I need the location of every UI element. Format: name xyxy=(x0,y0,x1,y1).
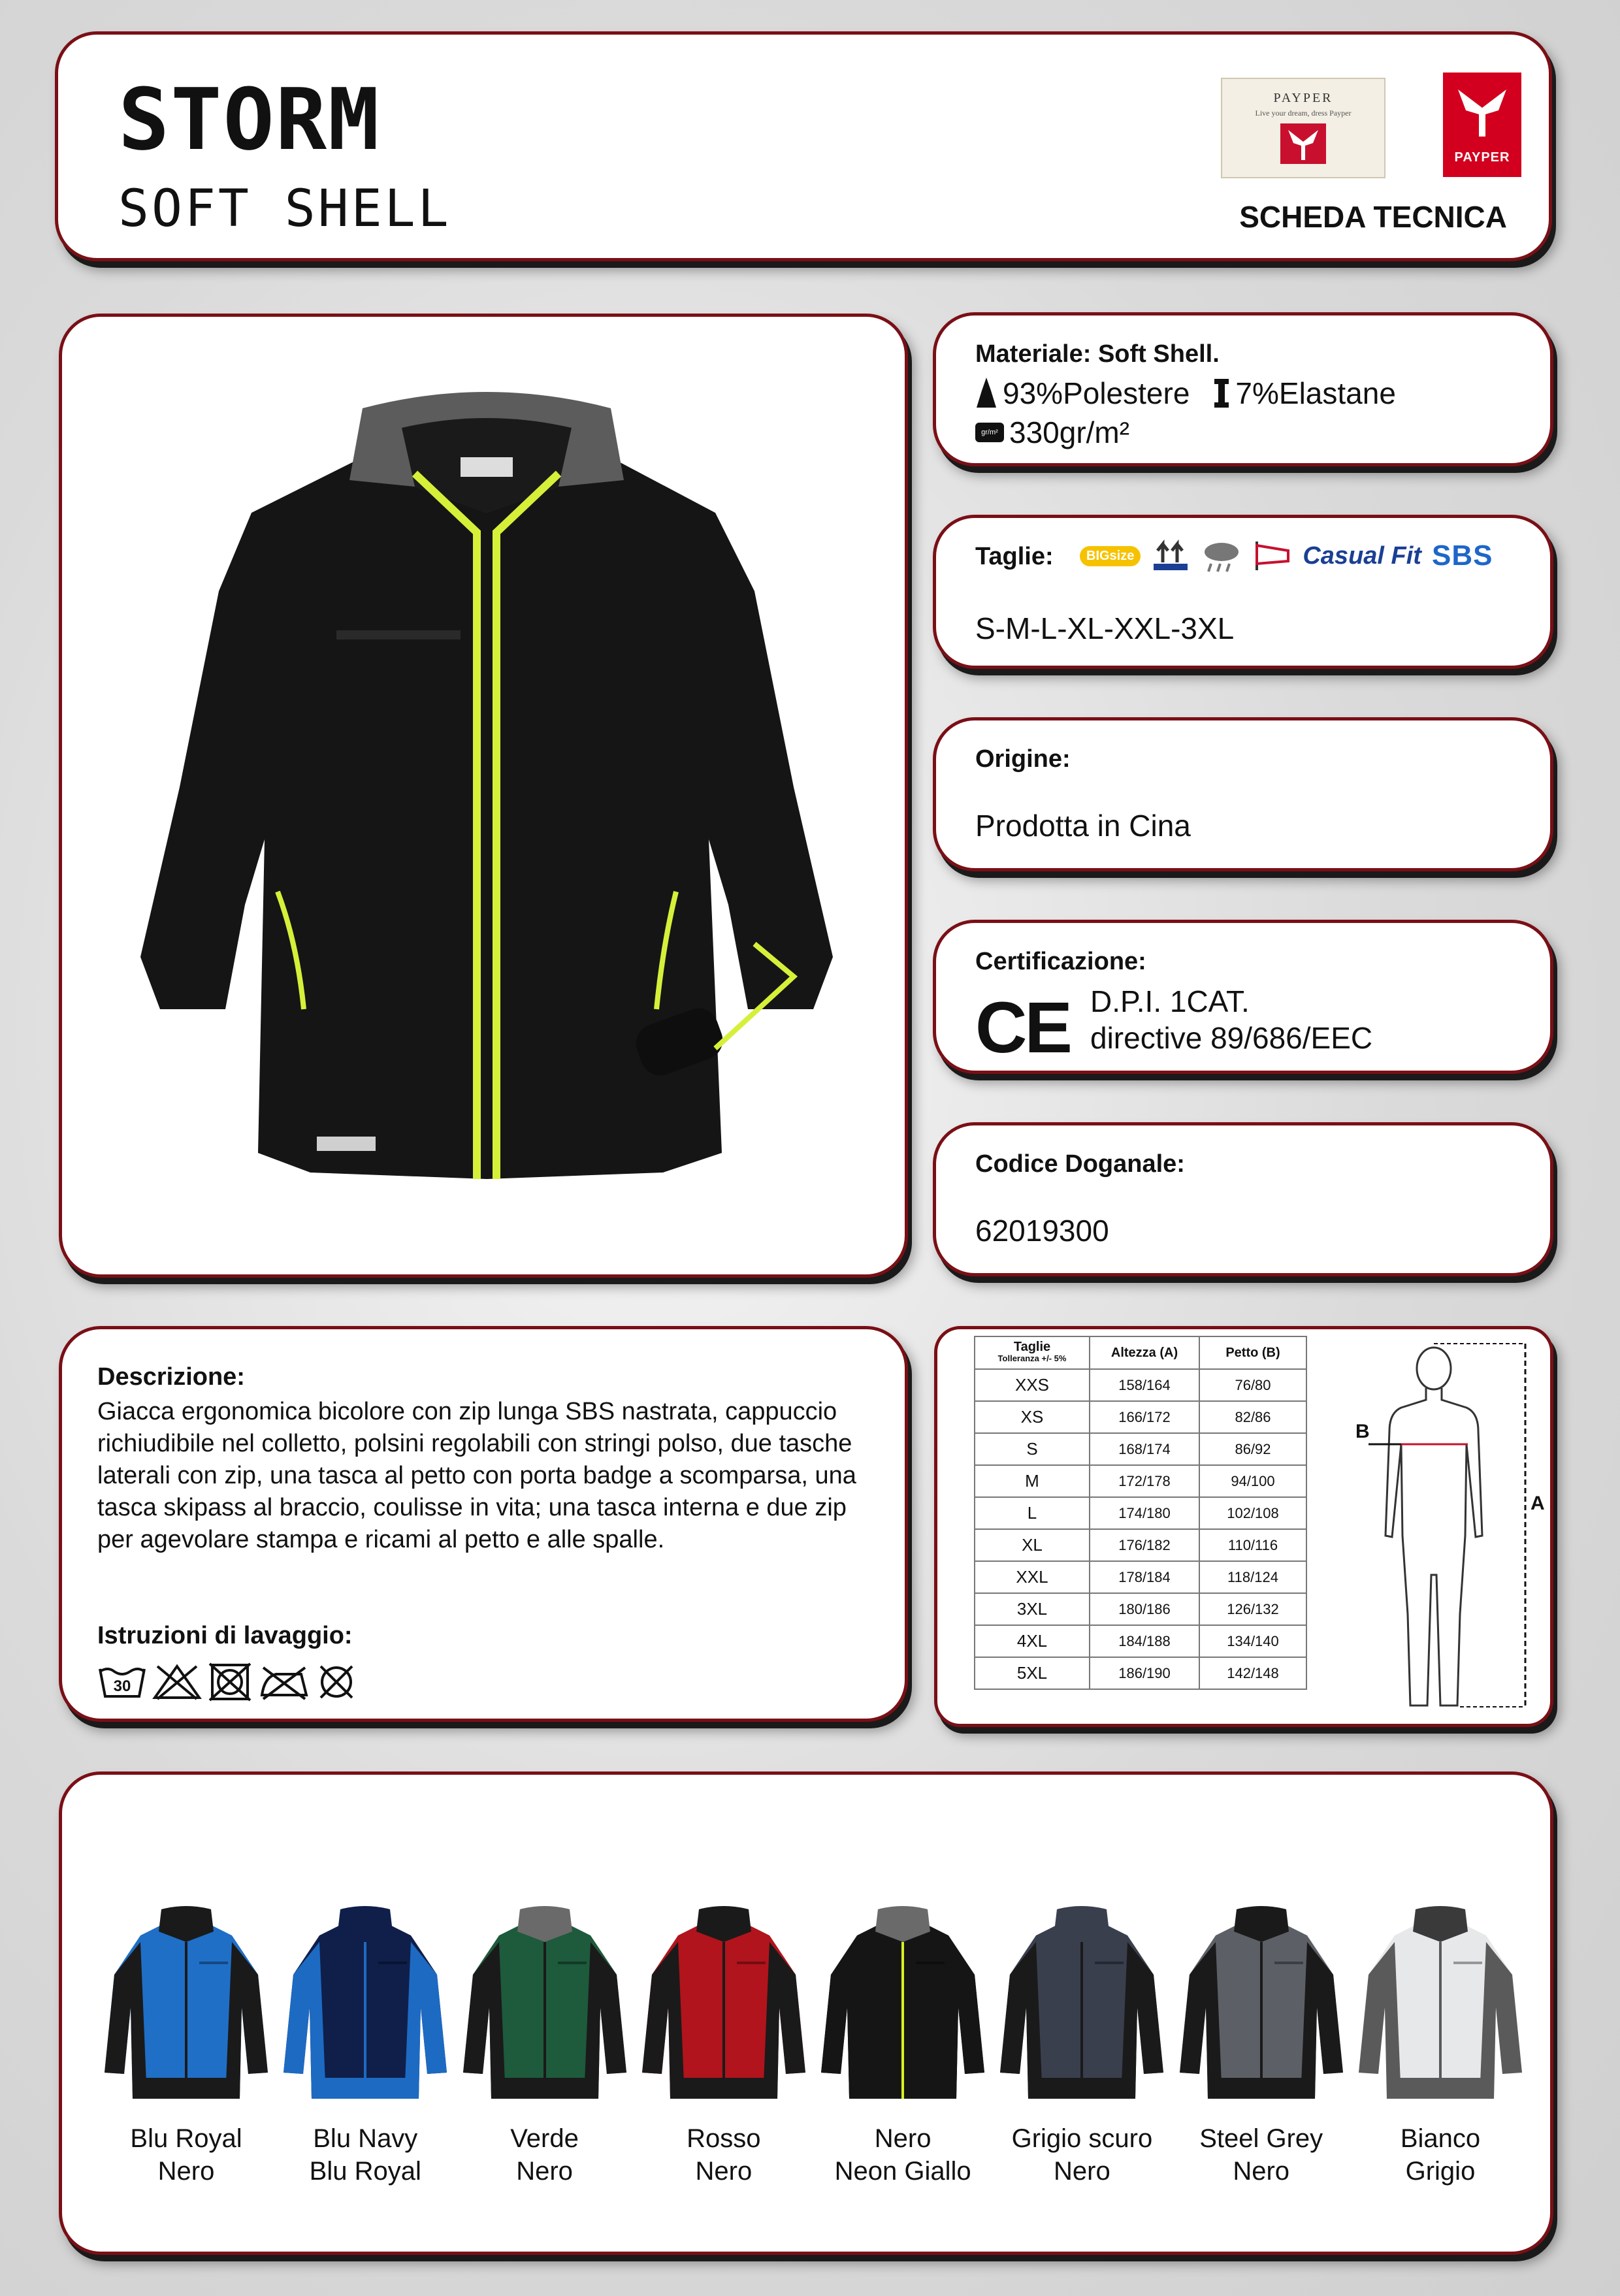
chest-cell: 134/140 xyxy=(1199,1625,1306,1657)
size-chart-card xyxy=(934,1326,1553,1727)
color-variant-jacket xyxy=(1355,1903,1525,2112)
wash-instructions-title: Istruzioni di lavaggio: xyxy=(97,1622,353,1649)
jacket-icon xyxy=(997,1903,1167,2112)
chest-cell: 126/132 xyxy=(1199,1593,1306,1625)
windproof-icon xyxy=(1253,538,1292,574)
height-cell: 178/184 xyxy=(1090,1561,1199,1593)
color-variant-label xyxy=(818,2122,988,2188)
size-header-label: Taglie xyxy=(1013,1340,1051,1354)
height-cell: 172/178 xyxy=(1090,1465,1199,1497)
sizes-icon-row xyxy=(1080,538,1493,574)
jacket-icon xyxy=(280,1903,450,2112)
elastane-value: 7%Elastane xyxy=(1235,376,1396,410)
table-row xyxy=(975,1401,1306,1433)
human-silhouette-icon xyxy=(1329,1340,1538,1719)
color-variant-jacket xyxy=(818,1903,988,2112)
chest-cell: 86/92 xyxy=(1199,1433,1306,1465)
height-cell: 184/188 xyxy=(1090,1625,1199,1657)
table-row xyxy=(975,1593,1306,1625)
size-cell: XXL xyxy=(975,1561,1090,1593)
material-title: Materiale: Soft Shell. xyxy=(975,340,1220,368)
color-swatch-list xyxy=(101,1903,1525,2188)
label-logo-text: PAYPER xyxy=(1273,91,1333,105)
customs-code-title: Codice Doganale: xyxy=(975,1150,1185,1178)
jacket-icon xyxy=(818,1903,988,2112)
size-cell: XS xyxy=(975,1401,1090,1433)
chest-cell: 94/100 xyxy=(1199,1465,1306,1497)
color-variant-label xyxy=(1355,2122,1525,2188)
size-cell: XXS xyxy=(975,1369,1090,1401)
payper-brand-logo xyxy=(1443,73,1521,177)
polyester-icon xyxy=(975,376,997,410)
color-secondary-name: Nero xyxy=(695,2157,753,2186)
ce-mark-icon: CE xyxy=(975,988,1070,1068)
color-variant xyxy=(460,1903,630,2188)
height-cell: 174/180 xyxy=(1090,1497,1199,1529)
payper-label-logo xyxy=(1221,78,1385,178)
height-cell: 176/182 xyxy=(1090,1529,1199,1561)
height-measure-label: A xyxy=(1531,1493,1545,1514)
table-row xyxy=(975,1625,1306,1657)
size-column-header xyxy=(975,1336,1090,1369)
color-secondary-name: Nero xyxy=(157,2157,215,2186)
color-variant-jacket xyxy=(1176,1903,1346,2112)
chest-cell: 82/86 xyxy=(1199,1401,1306,1433)
color-variant xyxy=(818,1903,988,2188)
jacket-icon xyxy=(101,1903,271,2112)
jacket-photo xyxy=(62,317,908,1278)
sbs-icon: SBS xyxy=(1431,540,1493,572)
size-tolerance-label: Tolleranza +/- 5% xyxy=(997,1353,1067,1363)
no-dry-clean-icon xyxy=(316,1662,357,1702)
size-cell: L xyxy=(975,1497,1090,1529)
brand-logo-text: PAYPER xyxy=(1454,150,1510,165)
color-secondary-name: Nero xyxy=(516,2157,573,2186)
color-secondary-name: Neon Giallo xyxy=(834,2157,971,2186)
color-variant-label xyxy=(997,2122,1167,2188)
certification-text xyxy=(1090,983,1372,1056)
color-main-name: Grigio scuro xyxy=(1011,2124,1153,2153)
product-photo-card xyxy=(59,314,908,1278)
origin-value: Prodotta in Cina xyxy=(975,809,1191,843)
customs-code-value: 62019300 xyxy=(975,1214,1109,1248)
sizes-range: S-M-L-XL-XXL-3XL xyxy=(975,611,1235,645)
certification-line2: directive 89/686/EEC xyxy=(1090,1021,1373,1055)
color-main-name: Verde xyxy=(510,2124,579,2153)
weight-value: 330gr/m² xyxy=(1009,415,1130,449)
sizes-box xyxy=(933,515,1553,669)
color-variant xyxy=(280,1903,450,2188)
chest-cell: 118/124 xyxy=(1199,1561,1306,1593)
jacket-icon xyxy=(1176,1903,1346,2112)
casual-fit-icon: Casual Fit xyxy=(1303,542,1421,570)
size-cell: 3XL xyxy=(975,1593,1090,1625)
header-card xyxy=(55,31,1552,261)
color-secondary-name: Nero xyxy=(1054,2157,1110,2186)
color-variant-jacket xyxy=(997,1903,1167,2112)
color-variant-label xyxy=(280,2122,450,2188)
description-card xyxy=(59,1326,908,1722)
material-composition xyxy=(975,376,1396,411)
color-variant xyxy=(1355,1903,1525,2188)
breathable-icon xyxy=(1151,538,1190,574)
chest-cell: 102/108 xyxy=(1199,1497,1306,1529)
polyester-value: 93%Polestere xyxy=(1003,376,1190,410)
wash-30-icon xyxy=(97,1662,147,1702)
label-logo-slogan: Live your dream, dress Payper xyxy=(1255,108,1352,118)
no-tumble-dry-icon xyxy=(207,1662,253,1702)
payper-mark-icon xyxy=(1453,82,1512,140)
color-secondary-name: Grigio xyxy=(1405,2157,1476,2186)
size-table xyxy=(974,1336,1307,1690)
color-variant-jacket xyxy=(460,1903,630,2112)
color-variant-label xyxy=(639,2122,809,2188)
elastane-icon xyxy=(1213,378,1230,409)
certification-line1: D.P.I. 1CAT. xyxy=(1090,984,1250,1018)
color-variant xyxy=(1176,1903,1346,2188)
jacket-icon xyxy=(1355,1903,1525,2112)
origin-title: Origine: xyxy=(975,745,1071,773)
material-box xyxy=(933,312,1553,466)
size-cell: XL xyxy=(975,1529,1090,1561)
sizes-title: Taglie: xyxy=(975,543,1054,570)
weight-icon: gr/m² xyxy=(975,423,1004,442)
color-main-name: Steel Grey xyxy=(1199,2124,1323,2153)
jacket-icon xyxy=(460,1903,630,2112)
chest-cell: 142/148 xyxy=(1199,1657,1306,1689)
color-main-name: Nero xyxy=(874,2124,932,2153)
section-heading: SCHEDA TECNICA xyxy=(1239,200,1507,234)
no-bleach-icon xyxy=(152,1662,202,1702)
chest-measure-label: B xyxy=(1355,1421,1370,1442)
height-cell: 186/190 xyxy=(1090,1657,1199,1689)
color-variant-label xyxy=(460,2122,630,2188)
color-main-name: Blu Navy xyxy=(313,2124,418,2153)
color-variant-jacket xyxy=(101,1903,271,2112)
table-row xyxy=(975,1561,1306,1593)
size-cell: 5XL xyxy=(975,1657,1090,1689)
color-main-name: Bianco xyxy=(1400,2124,1481,2153)
product-title: STORM xyxy=(118,70,381,169)
label-logo-mark xyxy=(1280,123,1326,164)
table-row xyxy=(975,1657,1306,1689)
no-iron-icon xyxy=(258,1662,310,1702)
color-variant xyxy=(997,1903,1167,2188)
table-row xyxy=(975,1497,1306,1529)
certification-box xyxy=(933,920,1553,1074)
origin-box xyxy=(933,717,1553,871)
height-cell: 180/186 xyxy=(1090,1593,1199,1625)
table-row xyxy=(975,1465,1306,1497)
height-cell: 166/172 xyxy=(1090,1401,1199,1433)
size-table-header xyxy=(975,1336,1306,1369)
color-variant-jacket xyxy=(280,1903,450,2112)
color-variant xyxy=(101,1903,271,2188)
color-variant xyxy=(639,1903,809,2188)
chest-cell: 110/116 xyxy=(1199,1529,1306,1561)
height-cell: 168/174 xyxy=(1090,1433,1199,1465)
product-subtitle: SOFT SHELL xyxy=(118,180,451,238)
material-weight xyxy=(975,415,1129,450)
size-cell: M xyxy=(975,1465,1090,1497)
rain-icon xyxy=(1201,538,1242,574)
color-main-name: Blu Royal xyxy=(130,2124,242,2153)
certification-title: Certificazione: xyxy=(975,948,1146,975)
size-cell: S xyxy=(975,1433,1090,1465)
table-row xyxy=(975,1369,1306,1401)
chest-column-header: Petto (B) xyxy=(1199,1336,1306,1369)
size-cell: 4XL xyxy=(975,1625,1090,1657)
big-size-icon: BIGsize xyxy=(1080,546,1141,566)
color-variant-jacket xyxy=(639,1903,809,2112)
description-text: Giacca ergonomica bicolore con zip lunga SBS nastrata, cappuccio richiudibile nel colletto, polsini regolabili con stringi polso, due tasche laterali con zip, una tasca al petto con porta badge a scomparsa, una tasca skipass al braccio, coulisse in vita; una tasca interna e due zip per agevolare stampa e ricami al petto e alle spalle. xyxy=(97,1398,856,1553)
table-row xyxy=(975,1433,1306,1465)
jacket-icon xyxy=(639,1903,809,2112)
color-variant-label xyxy=(1176,2122,1346,2188)
table-row xyxy=(975,1529,1306,1561)
color-variants-card xyxy=(59,1771,1553,2255)
color-variant-label xyxy=(101,2122,271,2188)
height-cell: 158/164 xyxy=(1090,1369,1199,1401)
height-column-header: Altezza (A) xyxy=(1090,1336,1199,1369)
color-secondary-name: Blu Royal xyxy=(309,2157,421,2186)
wash-icons xyxy=(97,1662,357,1702)
description-title: Descrizione: xyxy=(97,1363,245,1391)
chest-cell: 76/80 xyxy=(1199,1369,1306,1401)
body-measurement-figure xyxy=(1329,1340,1545,1719)
color-main-name: Rosso xyxy=(687,2124,761,2153)
customs-code-box xyxy=(933,1122,1553,1276)
color-secondary-name: Nero xyxy=(1233,2157,1290,2186)
wash-temp-text: 30 xyxy=(113,1677,131,1695)
